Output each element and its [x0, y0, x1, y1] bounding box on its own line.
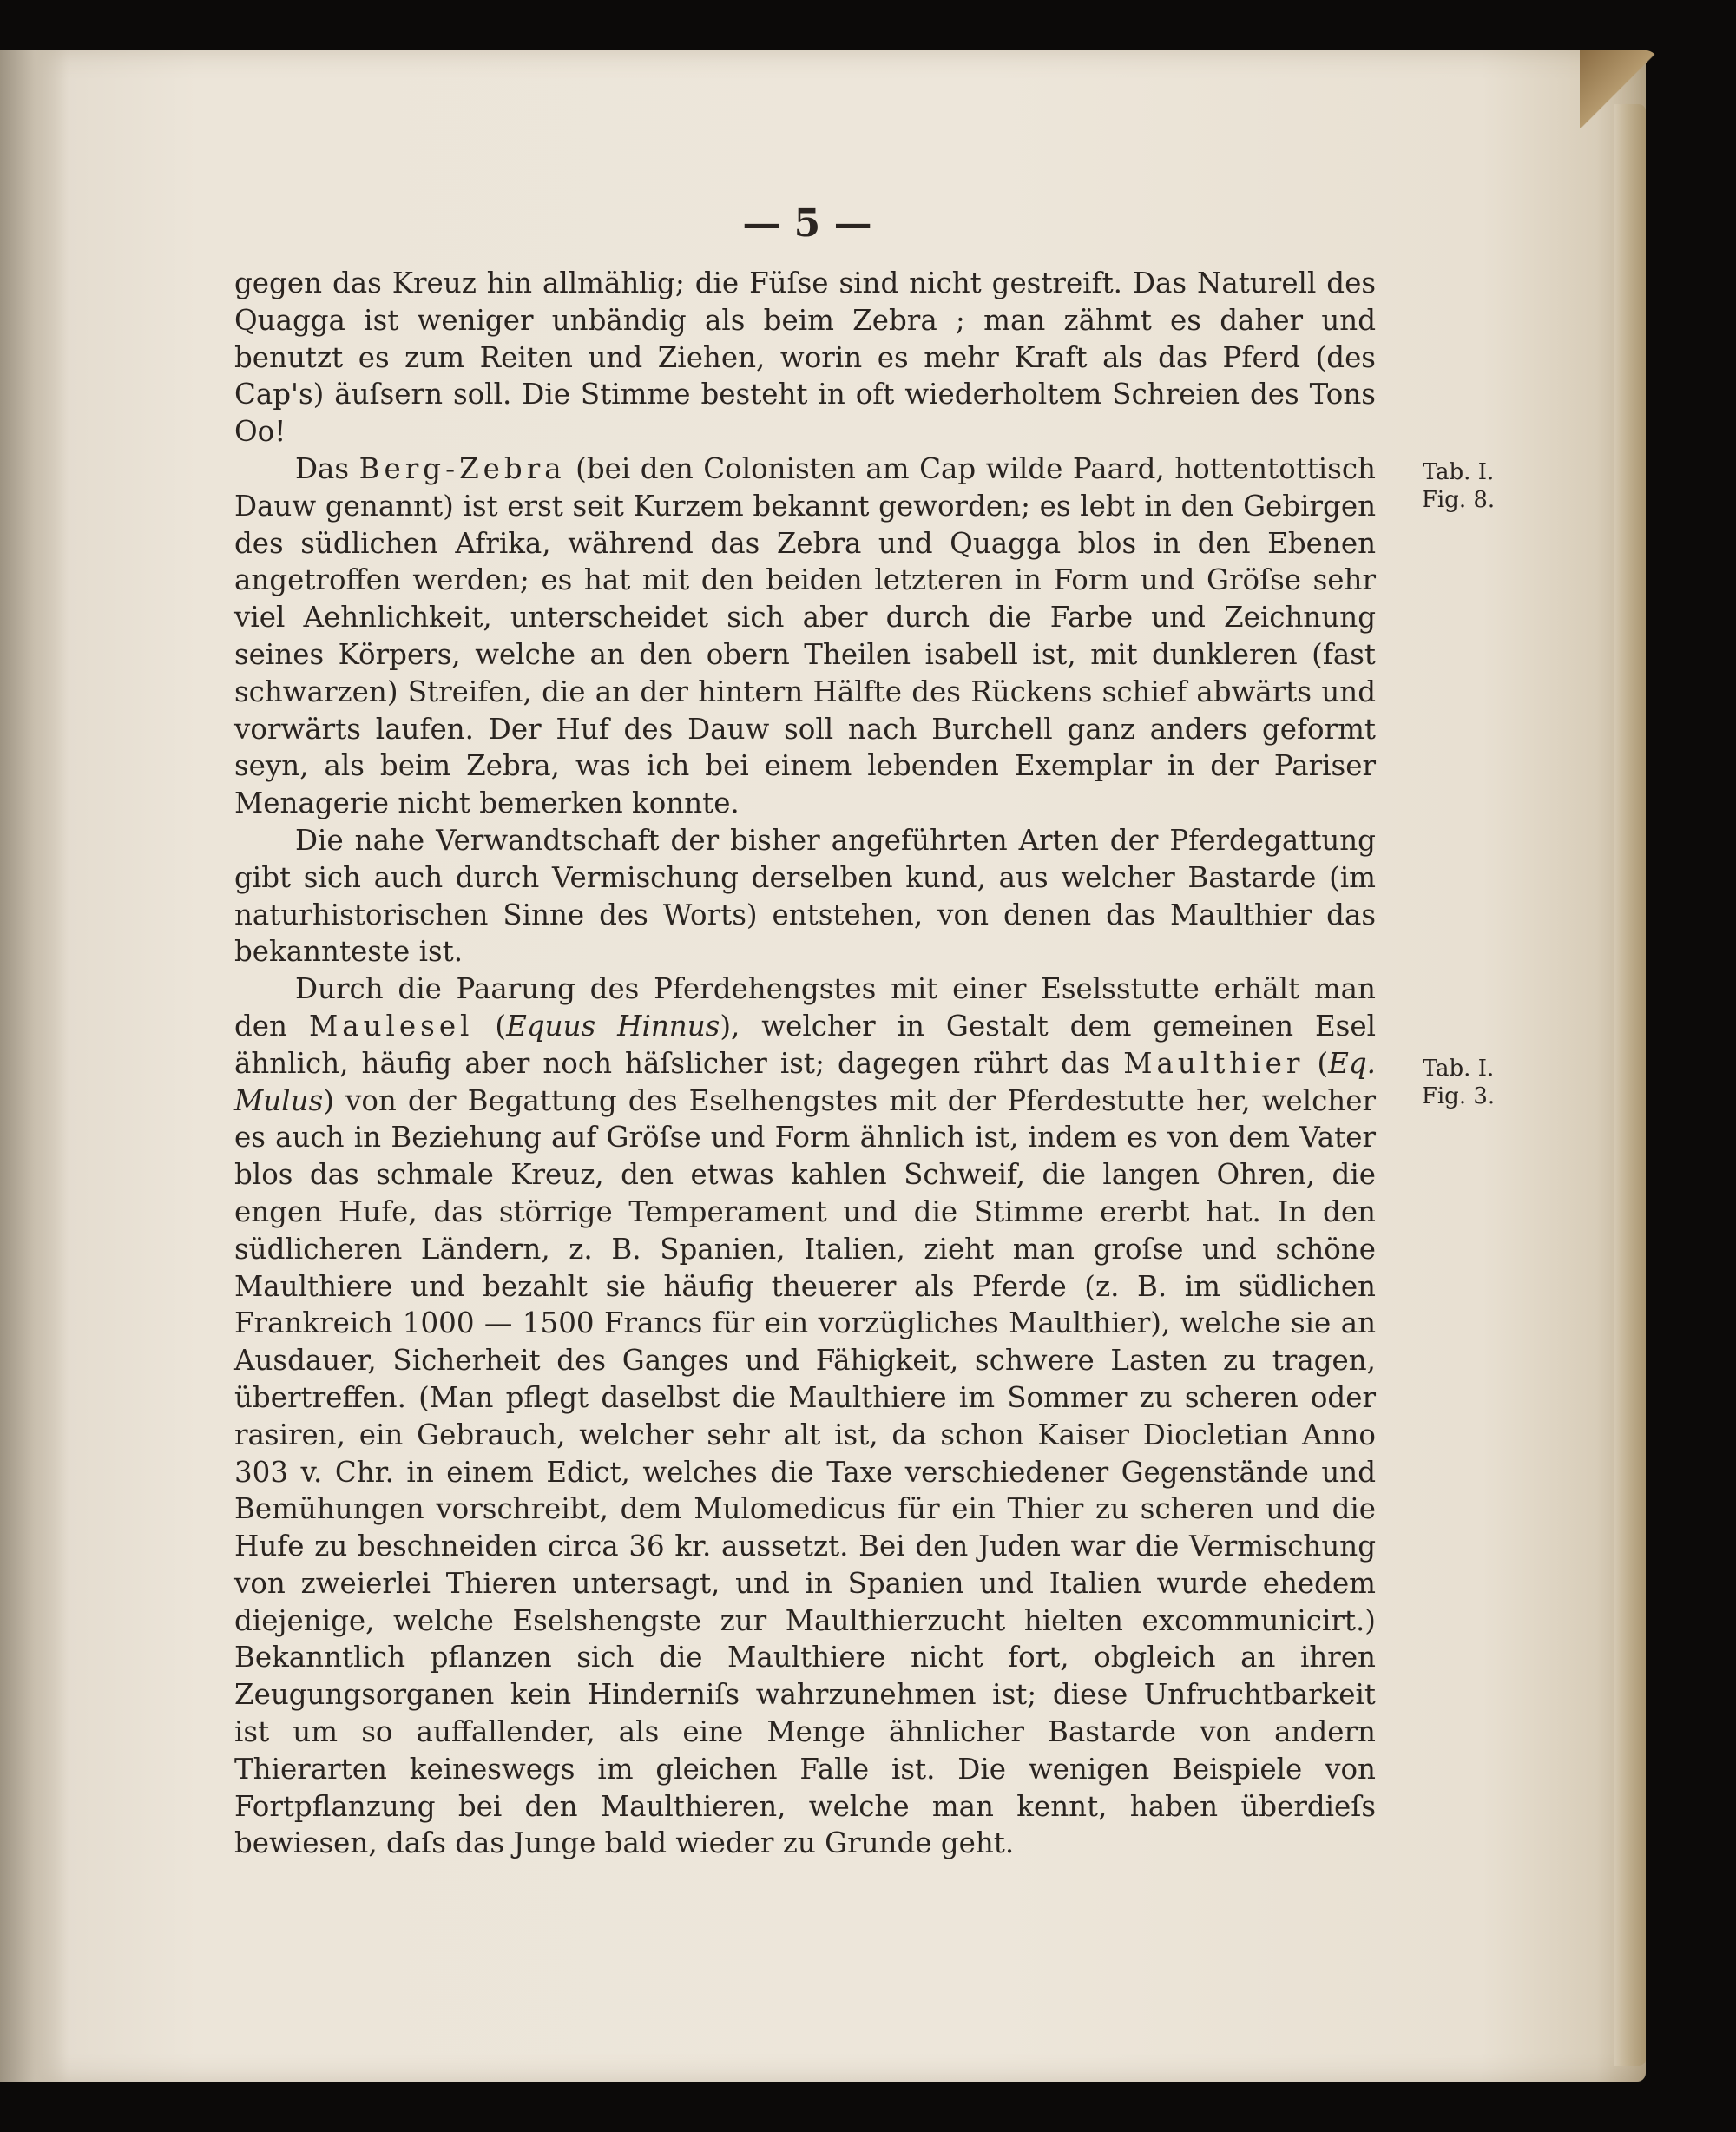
page-number: — 5 — — [742, 201, 872, 246]
term-maulesel: Maulesel — [308, 1009, 474, 1043]
paragraph-4 — [234, 971, 1376, 1862]
page-edge — [1614, 104, 1646, 2066]
paragraph-2 — [234, 451, 1376, 822]
margin-note-fig-8 — [1406, 458, 1510, 514]
paragraph-4-part-b: ( — [473, 1009, 507, 1043]
margin-note-tab: Tab. I. — [1422, 459, 1495, 485]
body-text — [234, 265, 1376, 1862]
paragraph-2-pre: Das — [295, 451, 359, 485]
margin-note-tab: Tab. I. — [1422, 1056, 1495, 1082]
latin-equus-hinnus: Equus Hinnus — [506, 1009, 720, 1043]
paragraph-2-post: (bei den Colonisten am Cap wilde Paard, hottentottisch Dauw genannt) ist erst seit Kurzem bekannt geworden; es lebt in den Gebirgen des südlichen Afrika, während das Zebra und Quagga blos in den Ebenen angetroffen werden; es hat mit den beiden letzteren in Form und Gröſse sehr viel Aehnlichkeit, unterscheidet sich aber durch die Farbe und Zeichnung seines Körpers, welche an den obern Theilen isabell ist, mit dunkleren (fast schwarzen) Streifen, die an der hintern Hälfte des Rückens schief abwärts und vorwärts laufen. Der Huf des Dauw soll nach Burchell ganz anders geformt seyn, als beim Zebra, was ich bei einem lebenden Exemplar in der Pariser Menagerie nicht bemerken konnte. — [234, 451, 1376, 820]
book-gutter — [0, 50, 69, 2082]
page-corner-wear — [1580, 50, 1658, 128]
term-berg-zebra: Berg-Zebra — [358, 451, 566, 485]
paragraph-3: Die nahe Verwandtschaft der bisher angeführten Arten der Pferdegattung gibt sich auch durch Vermischung derselben kund, aus welcher Bastarde (im naturhistorischen Sinne des Worts) entstehen, von denen das Maulthier das bekannteste ist. — [234, 823, 1376, 969]
paragraph-1: gegen das Kreuz hin allmählig; die Füſse sind nicht gestreift. Das Naturell des Quagga ist weniger unbändig als beim Zebra ; man zähmt es daher und benutzt es zum Reiten und Ziehen, worin es mehr Kraft als das Pferd (des Cap's) äuſsern soll. Die Stimme besteht in oft wiederholtem Schreien des Tons Oo! — [234, 266, 1376, 449]
margin-note-fig: Fig. 8. — [1421, 487, 1496, 513]
paragraph-4-part-d: ( — [1304, 1046, 1329, 1080]
term-maulthier: Maulthier — [1123, 1046, 1305, 1080]
margin-note-fig-3 — [1406, 1055, 1510, 1110]
margin-note-fig: Fig. 3. — [1421, 1083, 1496, 1109]
paragraph-4-part-c: ), welcher in Gestalt dem gemeinen Esel ähnlich, häufig aber noch häſslicher ist; dagegen rührt das — [234, 1009, 1376, 1080]
latin-eq-mulus: Eq. Mulus — [234, 1046, 1376, 1117]
paragraph-4-part-e: ) von der Begattung des Eselhengstes mit der Pferdestutte her, welcher es auch in Beziehung auf Gröſse und Form ähnlich ist, indem es von dem Vater blos das schmale Kreuz, den etwas kahlen Schweif, die langen Ohren, die engen Hufe, das störrige Temperament und die Stimme ererbt hat. In den südlicheren Ländern, z. B. Spanien, Italien, zieht man groſse und schöne Maulthiere und bezahlt sie häufig theuerer als Pferde (z. B. im südlichen Frankreich 1000 — 1500 Francs für ein vorzügliches Maulthier), welche sie an Ausdauer, Sicherheit des Ganges und Fähigkeit, schwere Lasten zu tragen, übertreffen. (Man pflegt daselbst die Maulthiere im Sommer zu scheren oder rasiren, ein Gebrauch, welcher sehr alt ist, da schon Kaiser Diocletian Anno 303 v. Chr. in einem Edict, welches die Taxe verschiedener Gegenstände und Bemühungen vorschreibt, dem Mulomedicus für ein Thier zu scheren und die Hufe zu beschneiden circa 36 kr. aussetzt. Bei den Juden war die Vermischung von zweierlei Thieren untersagt, und in Spanien und Italien wurde ehedem diejenige, welche Eselshengste zur Maulthierzucht hielten excommunicirt.) Bekanntlich pflanzen sich die Maulthiere nicht fort, obgleich an ihren Zeugungsorganen kein Hinderniſs wahrzunehmen ist; diese Unfruchtbarkeit ist um so auffallender, als eine Menge ähnlicher Bastarde von andern Thierarten keineswegs im gleichen Falle ist. Die wenigen Beispiele von Fortpflanzung bei den Maulthieren, welche man kennt, haben überdieſs bewiesen, daſs das Junge bald wieder zu Grunde geht. — [234, 1083, 1376, 1860]
paragraph-4-part-a: Durch die Paarung des Pferdehengstes mit einer Eselsstutte erhält man den — [234, 972, 1376, 1043]
